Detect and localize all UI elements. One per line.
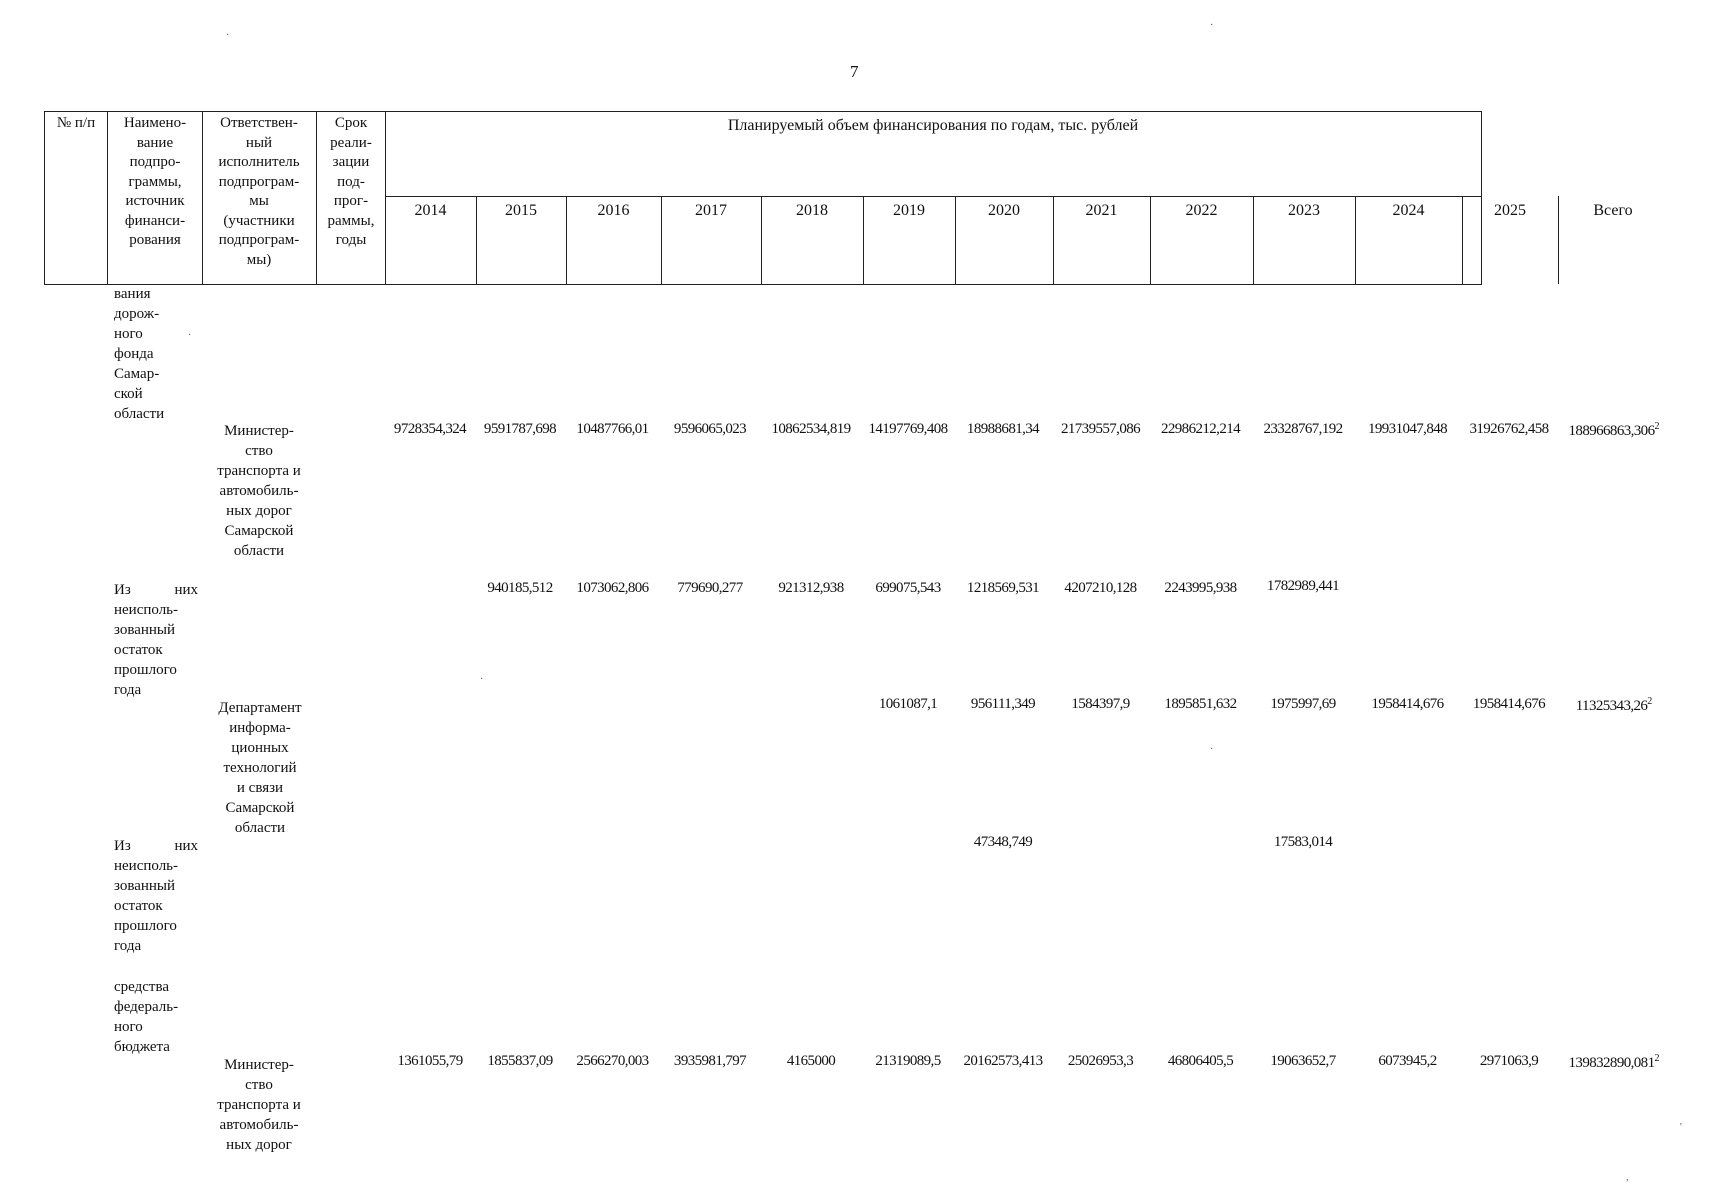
value-cell: 14197769,408 [868,421,948,437]
value-cell: 9596065,023 [673,421,747,437]
value-cell: 17583,014 [1273,834,1333,850]
value-cell: 1073062,806 [576,580,649,596]
total-cell: 188966863,306$^2$ [1568,421,1660,439]
value-cell: 1061087,1 [878,696,938,712]
value-cell: 779690,277 [677,580,743,596]
year-header: 2014 [414,202,447,219]
value-cell: 1361055,79 [397,1053,463,1069]
year-header: 2018 [796,202,828,219]
page-number: 7 [850,62,859,81]
value-cell: 921312,938 [778,580,844,596]
value-cell: 22986212,214 [1160,421,1241,437]
value-cell: 956111,349 [970,696,1036,712]
value-cell: 6073945,2 [1378,1053,1437,1069]
scan-speck: · [1210,744,1214,755]
year-header: 2025 [1494,202,1526,219]
value-cell: 19931047,848 [1367,421,1448,437]
value-cell: 1218569,531 [966,580,1040,596]
value-cell: 9591787,698 [483,421,557,437]
value-cell: 20162573,413 [963,1053,1043,1069]
value-cell: 1855837,09 [487,1053,553,1069]
value-cell: 46806405,5 [1167,1053,1234,1069]
value-cell: 4207210,128 [1064,580,1137,596]
year-header: 2022 [1185,202,1218,219]
value-cell: 2566270,003 [576,1053,649,1069]
scan-speck: · [226,30,230,41]
value-cell: 3935981,797 [673,1053,747,1069]
value-cell: 2243995,938 [1164,580,1237,596]
value-cell: 21319089,5 [875,1053,941,1069]
table-header [44,111,1633,285]
year-header: 2019 [893,202,925,219]
year-header: 2017 [695,202,727,219]
executor-it-department: Департамент информа- ционных технологий и связи Самарской области [218,700,302,836]
value-cell: 10487766,01 [576,421,649,437]
scan-speck: · [188,330,192,341]
scan-speck: · [1210,20,1214,31]
value-cell: 47348,749 [973,834,1033,850]
year-header: 2016 [597,202,630,219]
year-header: 2020 [988,202,1020,219]
value-cell: 23328767,192 [1263,421,1343,437]
header-name-col: Наимено- вание подпро- граммы, источник финанси- рования [123,115,187,248]
value-cell: 1975997,69 [1270,696,1336,712]
executor-ministry-transport: Министер- ство транспорта и автомобиль- ных дорог [217,1057,301,1153]
header-term-col: Срок реали- зации под- прог- раммы, годы [327,115,375,248]
value-cell: 1958414,676 [1371,696,1444,712]
value-cell: 21739557,086 [1060,421,1141,437]
value-cell: 19063652,7 [1270,1053,1336,1069]
value-cell: 18988681,34 [966,421,1040,437]
value-cell: 9728354,324 [393,421,467,437]
scan-speck: · [480,674,484,685]
value-cell: 4165000 [786,1053,836,1069]
year-header: 2023 [1288,202,1320,219]
value-cell: 25026953,3 [1067,1053,1134,1069]
plan-title: Планируемый объем финансирования по годам, тыс. рублей [727,117,1139,134]
value-cell: 699075,543 [875,580,941,596]
executor-ministry-transport: Министер- ство транспорта и автомобиль- ных дорог Самарской области [217,423,301,559]
source-label-federal-budget: средства федераль- ного бюджета [114,979,179,1055]
value-cell: 1584397,9 [1071,696,1130,712]
value-cell: 2971063,9 [1479,1053,1539,1069]
column-divider [385,112,386,284]
value-cell: 10862534,819 [771,421,851,437]
value-cell: 1782989,441 [1266,578,1340,594]
source-label-unused-balance: Из них неисполь- зованный остаток прошлого года [114,582,198,698]
header-number-col: № п/п [56,115,96,131]
value-cell: 31926762,458 [1469,421,1549,437]
scan-speck: , [1626,1172,1629,1183]
year-header: 2021 [1085,202,1118,219]
total-cell: 139832890,081$^2$ [1568,1053,1660,1071]
year-header: 2015 [505,202,537,219]
value-cell: 940185,512 [487,580,553,596]
value-cell: 1958414,676 [1472,696,1546,712]
row-divider [385,196,1481,197]
total-cell: 11325343,26$^2$ [1575,696,1653,714]
year-header: 2024 [1392,202,1425,219]
scan-speck: ' [1680,1122,1682,1133]
column-divider [107,112,108,284]
year-header: Всего [1593,202,1633,219]
header-executor-col: Ответствен- ный исполнитель подпрограм- мы (участники подпрограм- мы) [218,115,300,268]
value-cell: 1895851,632 [1164,696,1237,712]
source-label-unused-balance: Из них неисполь- зованный остаток прошлого года [114,838,198,954]
source-label-road-fund: вания дорож- ного фонда Самар- ской области [114,286,165,422]
